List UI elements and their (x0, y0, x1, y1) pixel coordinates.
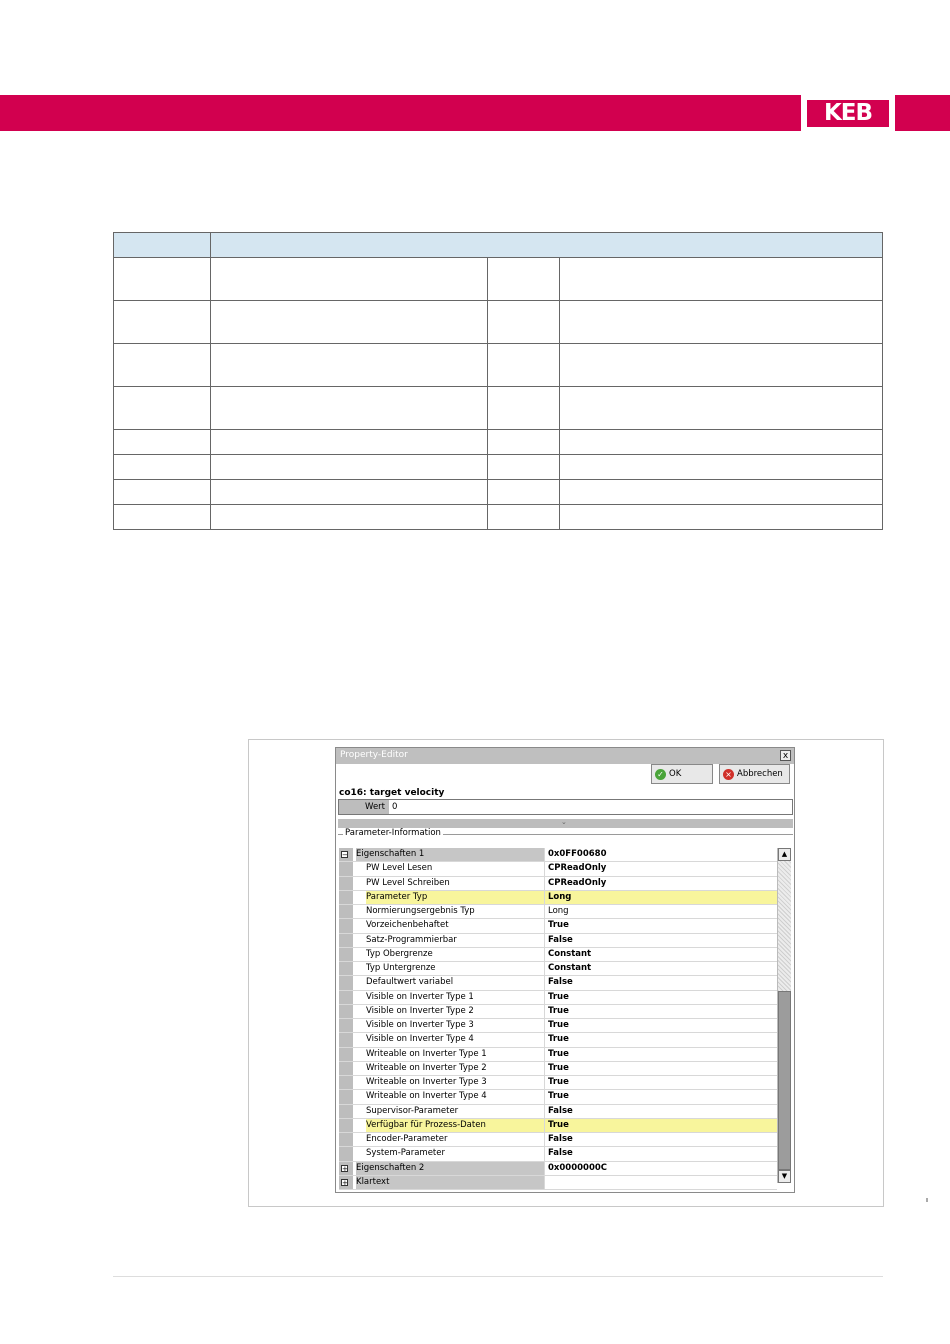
row-gutter (339, 1076, 353, 1089)
property-value[interactable]: CPReadOnly (544, 862, 777, 875)
property-value[interactable]: True (544, 1048, 777, 1061)
property-name: Klartext (356, 1176, 544, 1189)
property-row[interactable] (339, 862, 777, 876)
property-value[interactable]: True (544, 1062, 777, 1075)
ok-button[interactable] (651, 764, 713, 784)
row-gutter (339, 891, 353, 904)
property-group-row[interactable] (339, 1162, 777, 1176)
property-row[interactable] (339, 934, 777, 948)
parameter-name: co16: target velocity (339, 788, 445, 798)
table-row (114, 480, 883, 505)
property-row[interactable] (339, 1147, 777, 1161)
button-row (336, 764, 794, 788)
property-value[interactable]: Constant (544, 962, 777, 975)
property-name: Writeable on Inverter Type 2 (366, 1062, 487, 1073)
keb-logo (801, 95, 895, 131)
property-row[interactable] (339, 1033, 777, 1047)
table-header-row (114, 233, 883, 258)
property-name: System-Parameter (366, 1148, 445, 1159)
property-name: Eigenschaften 1 (356, 848, 544, 861)
property-value[interactable]: False (544, 1147, 777, 1160)
property-name: Parameter Typ (366, 891, 544, 904)
property-value[interactable]: False (544, 1105, 777, 1118)
window-title: Property-Editor (340, 750, 408, 760)
property-value[interactable]: Constant (544, 948, 777, 961)
property-name: Satz-Programmierbar (366, 934, 457, 945)
property-name: Typ Obergrenze (366, 948, 433, 959)
property-grid (339, 848, 777, 1190)
property-value[interactable]: True (544, 1019, 777, 1032)
row-gutter (339, 1019, 353, 1032)
cancel-button[interactable] (719, 764, 790, 784)
row-gutter (339, 862, 353, 875)
value-row (338, 799, 793, 815)
row-gutter (339, 962, 353, 975)
row-gutter (339, 991, 353, 1004)
document-table (113, 232, 883, 530)
property-value[interactable] (544, 1176, 777, 1189)
row-gutter (339, 1147, 353, 1160)
property-row[interactable] (339, 1119, 777, 1133)
property-name: Eigenschaften 2 (356, 1162, 544, 1175)
property-row[interactable] (339, 1019, 777, 1033)
property-row[interactable] (339, 948, 777, 962)
table-row (114, 301, 883, 344)
property-group-row[interactable] (339, 1176, 777, 1190)
expand-icon[interactable]: + (342, 1164, 348, 1173)
property-name: Visible on Inverter Type 3 (366, 1020, 474, 1030)
property-row[interactable] (339, 1090, 777, 1104)
property-value[interactable]: Long (544, 905, 777, 918)
property-value[interactable]: True (544, 1033, 777, 1046)
table-row (114, 344, 883, 387)
property-value[interactable]: True (544, 919, 777, 932)
property-value[interactable]: False (544, 1133, 777, 1146)
property-row[interactable] (339, 1048, 777, 1062)
property-group-row[interactable] (339, 848, 777, 862)
row-gutter (339, 919, 353, 932)
scroll-track[interactable] (778, 861, 791, 991)
property-name: Writeable on Inverter Type 3 (366, 1077, 487, 1087)
row-gutter (339, 877, 353, 890)
value-input[interactable]: 0 (392, 802, 398, 812)
property-name: Visible on Inverter Type 1 (366, 991, 474, 1002)
row-gutter (339, 1133, 353, 1146)
property-row[interactable] (339, 877, 777, 891)
expand-icon[interactable]: + (342, 1178, 348, 1187)
property-value[interactable]: False (544, 976, 777, 989)
table-row (114, 455, 883, 480)
row-gutter (339, 1105, 353, 1118)
table-row (114, 387, 883, 430)
logo-text: KEB (807, 100, 889, 127)
property-row[interactable] (339, 962, 777, 976)
property-row[interactable] (339, 891, 777, 905)
property-editor-window (335, 747, 795, 1193)
property-row[interactable] (339, 1076, 777, 1090)
title-bar[interactable] (336, 748, 794, 764)
property-value[interactable]: True (544, 991, 777, 1004)
chevron-down-icon: ⌄ (561, 818, 567, 826)
property-value[interactable]: 0x0FF00680 (544, 848, 777, 861)
property-row[interactable] (339, 976, 777, 990)
property-row[interactable] (339, 1133, 777, 1147)
page-mark (926, 1198, 928, 1202)
row-gutter (339, 948, 353, 961)
property-name: Vorzeichenbehaftet (366, 920, 449, 931)
property-row[interactable] (339, 1062, 777, 1076)
property-row[interactable] (339, 919, 777, 933)
property-name: PW Level Lesen (366, 863, 433, 874)
property-name: PW Level Schreiben (366, 877, 450, 888)
property-value[interactable]: True (544, 1076, 777, 1089)
property-name: Encoder-Parameter (366, 1134, 448, 1144)
collapse-splitter[interactable] (338, 819, 793, 828)
property-name: Typ Untergrenze (366, 963, 436, 973)
footer-rule (113, 1276, 883, 1277)
row-gutter (339, 1005, 353, 1018)
scroll-up-arrow-icon[interactable]: ▲ (778, 848, 791, 861)
row-gutter (339, 1090, 353, 1103)
scroll-thumb[interactable] (778, 991, 791, 1170)
property-value[interactable]: True (544, 1005, 777, 1018)
table-row (114, 505, 883, 530)
row-gutter (339, 905, 353, 918)
checkmark-icon: ✓ (655, 769, 666, 780)
row-gutter (339, 1048, 353, 1061)
property-name: Supervisor-Parameter (366, 1105, 459, 1116)
property-name: Writeable on Inverter Type 1 (366, 1048, 487, 1059)
row-gutter (339, 1033, 353, 1046)
property-row[interactable] (339, 1105, 777, 1119)
row-gutter (339, 1062, 353, 1075)
property-value[interactable]: True (544, 1119, 777, 1132)
table-row (114, 258, 883, 301)
value-label: Wert (339, 800, 389, 814)
property-row[interactable] (339, 991, 777, 1005)
group-label: Parameter-Information (345, 828, 441, 838)
property-row[interactable] (339, 905, 777, 919)
property-value[interactable]: CPReadOnly (544, 877, 777, 890)
property-value[interactable]: True (544, 1090, 777, 1103)
property-name: Visible on Inverter Type 4 (366, 1034, 474, 1045)
cancel-label: Abbrechen (737, 769, 783, 779)
row-gutter (339, 934, 353, 947)
property-name: Defaultwert variabel (366, 977, 454, 988)
collapse-icon[interactable]: − (342, 851, 348, 859)
cancel-icon: × (723, 769, 734, 780)
vertical-scrollbar[interactable] (777, 848, 791, 1183)
table-row (114, 430, 883, 455)
row-gutter (339, 1119, 353, 1132)
property-name: Visible on Inverter Type 2 (366, 1005, 474, 1016)
property-value[interactable]: 0x0000000C (544, 1162, 777, 1175)
property-name: Verfügbar für Prozess-Daten (366, 1119, 544, 1132)
property-name: Writeable on Inverter Type 4 (366, 1091, 487, 1102)
property-value[interactable]: False (544, 934, 777, 947)
ok-label: OK (669, 769, 682, 779)
property-name: Normierungsergebnis Typ (366, 906, 475, 916)
property-value[interactable]: Long (544, 891, 777, 904)
close-button[interactable]: x (780, 750, 791, 761)
row-gutter (339, 976, 353, 989)
property-row[interactable] (339, 1005, 777, 1019)
scroll-down-arrow-icon[interactable]: ▼ (778, 1170, 791, 1183)
